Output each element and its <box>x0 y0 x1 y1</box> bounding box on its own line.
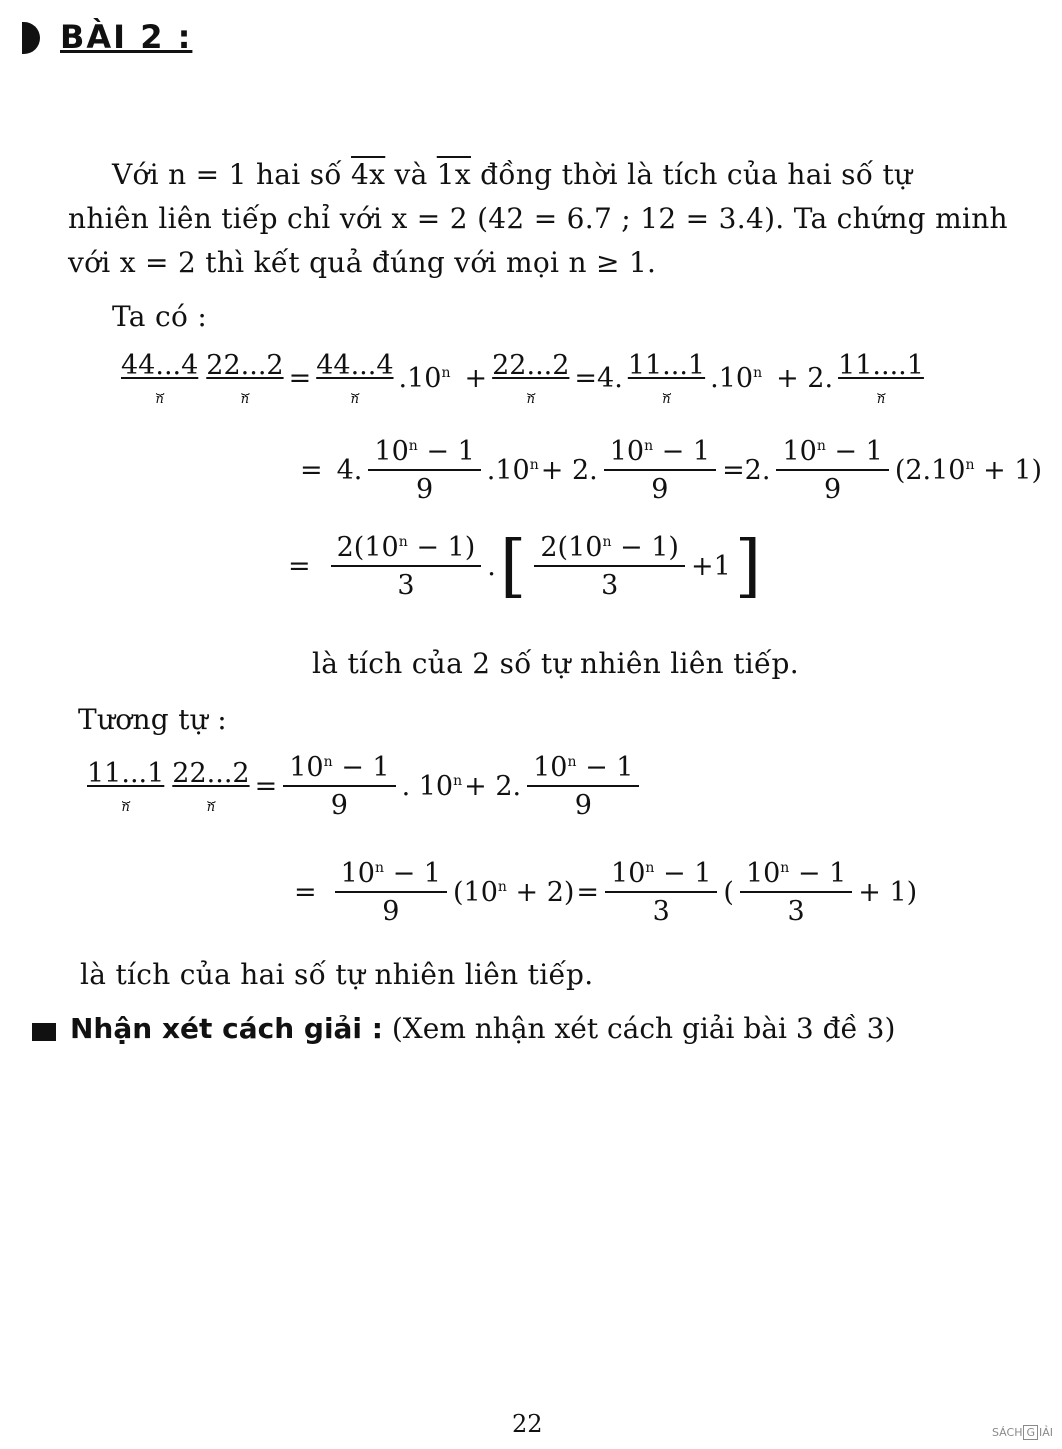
equals-term: =4. <box>574 363 623 394</box>
fraction: $\frac{10^n - 1}{9}$ <box>604 436 716 505</box>
dot: . <box>487 551 496 582</box>
repeated-digits-4: 44...4 ⏟ n <box>121 350 199 407</box>
equation-1-row-2 <box>300 436 1042 505</box>
equals-sign: = <box>294 877 317 908</box>
equals-sign: = <box>254 771 278 802</box>
equation-2-row-1 <box>84 752 643 821</box>
remark-square-icon <box>32 1023 56 1041</box>
fraction: $\frac{10^n - 1}{9}$ <box>776 436 888 505</box>
equation-2-row-2 <box>294 858 917 927</box>
repeated-digits-4: 44...4 ⏟ n <box>316 350 394 407</box>
fraction: $\frac{10^n - 1}{9}$ <box>527 752 639 821</box>
equals-sign: = <box>288 551 311 582</box>
fraction: $\frac{10^n - 1}{3}$ <box>740 858 852 927</box>
equals-sign: = <box>288 363 312 394</box>
factor-term: $(10^n + 2)$ <box>452 877 575 908</box>
right-bracket: ] <box>734 526 762 606</box>
overline-number-1x: 1x <box>436 158 471 191</box>
equation-1-row-1 <box>118 350 927 407</box>
fraction: $\frac{2(10^n - 1)}{3}$ <box>331 532 482 601</box>
tuong-tu-label: Tương tự : <box>78 703 228 736</box>
equals-sign: = <box>300 455 323 486</box>
conclusion-1: là tích của 2 số tự nhiên liên tiếp. <box>312 647 799 680</box>
plus-term: + 2. <box>464 771 522 802</box>
fraction: $\frac{10^n - 1}{9}$ <box>335 858 447 927</box>
power-term: .10$^n$ <box>486 455 539 486</box>
plus-term: +1 <box>690 551 731 582</box>
fraction: $\frac{10^n - 1}{9}$ <box>283 752 395 821</box>
repeated-digits-1: 11....1 ⏟ n <box>838 350 924 407</box>
factor-term: $(2.10^n + 1)$ <box>894 455 1042 486</box>
repeated-digits-2: 22...2 ⏟ n <box>172 758 250 815</box>
intro-text: đồng thời là tích của hai số tự <box>470 158 913 191</box>
ta-co-label: Ta có : <box>112 300 208 333</box>
fraction: $\frac{10^n - 1}{9}$ <box>368 436 480 505</box>
left-bracket: [ <box>499 526 527 606</box>
power-term: . 10$^n$ <box>401 771 463 802</box>
problem-heading: BÀI 2 : <box>60 18 193 56</box>
plus-term: + 1) <box>858 877 918 908</box>
plus-term: + 2. <box>540 455 598 486</box>
open-paren: ( <box>723 877 734 908</box>
intro-line-1 <box>112 158 912 191</box>
heading-bullet-icon <box>22 22 40 54</box>
intro-line-2: nhiên liên tiếp chỉ với x = 2 (42 = 6.7 ; 12 = 3.4). Ta chứng minh <box>68 202 1008 235</box>
coefficient: 4. <box>336 455 363 486</box>
repeated-digits-1: 11...1 ⏟ n <box>627 350 706 407</box>
intro-text: Với n = 1 hai số <box>112 158 352 191</box>
conclusion-2: là tích của hai số tự nhiên liên tiếp. <box>80 958 594 991</box>
repeated-digits-2: 22...2 ⏟ n <box>492 350 570 407</box>
remark-label: Nhận xét cách giải : <box>70 1012 383 1045</box>
plus-sign: + <box>464 363 488 394</box>
remark <box>70 1012 895 1045</box>
power-term: .10$^n$ <box>710 363 763 394</box>
page-number: 22 <box>512 1410 543 1438</box>
repeated-digits-2: 22...2 ⏟ n <box>206 350 284 407</box>
fraction: $\frac{2(10^n - 1)}{3}$ <box>534 532 685 601</box>
intro-text: và <box>385 158 437 191</box>
remark-text: (Xem nhận xét cách giải bài 3 đề 3) <box>382 1012 896 1045</box>
sachgiai-logo: SÁCH G IẢI <box>992 1426 1054 1439</box>
equals-sign: = <box>576 877 600 908</box>
equals-term: =2. <box>722 455 771 486</box>
fraction: $\frac{10^n - 1}{3}$ <box>605 858 717 927</box>
plus-term: + 2. <box>776 363 834 394</box>
repeated-digits-1: 11...1 ⏟ n <box>87 758 165 815</box>
equation-1-row-3 <box>288 526 763 606</box>
overline-number-4x: 4x <box>351 158 386 191</box>
intro-line-3: với x = 2 thì kết quả đúng với mọi n ≥ 1. <box>68 246 657 279</box>
power-term: .10$^n$ <box>398 363 451 394</box>
